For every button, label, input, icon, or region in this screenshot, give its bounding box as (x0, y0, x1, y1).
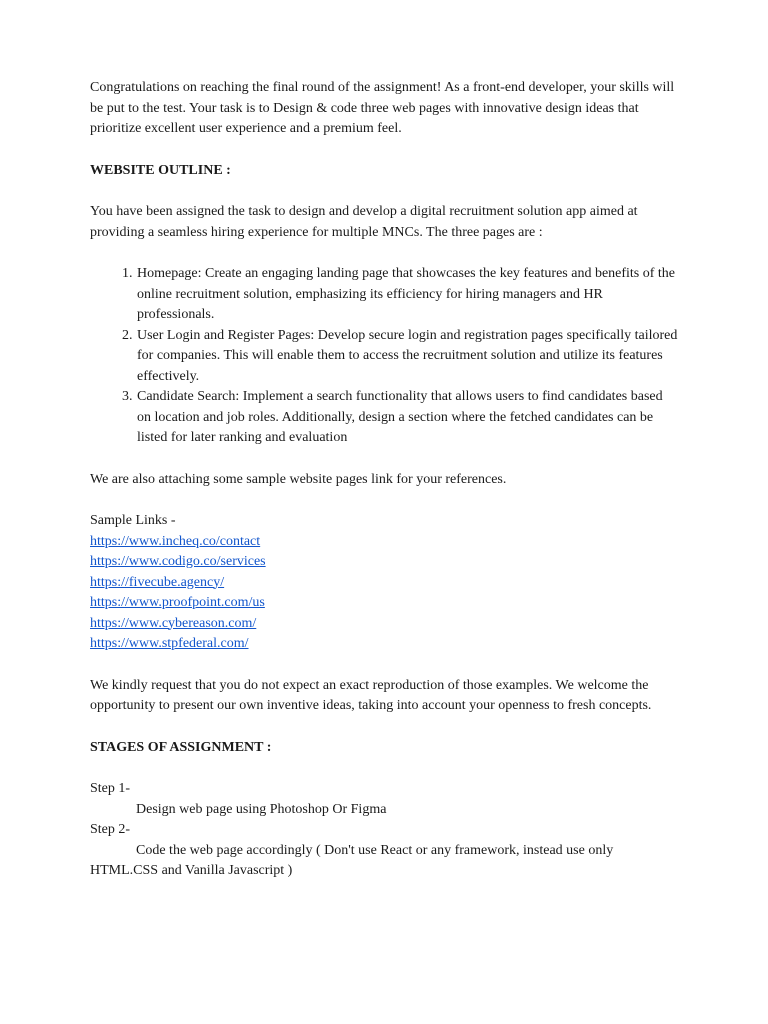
pages-list (90, 264, 680, 449)
list-item: 3. Candidate Search: Implement a search functionality that allows users to find candidates based on location and job roles. Additionally, design a section where the fetched candidates can be listed for later ranking and evaluation (136, 387, 680, 449)
stages-heading: STAGES OF ASSIGNMENT : (90, 739, 272, 755)
step-1-description: Design web page using Photoshop Or Figma (136, 801, 387, 817)
sample-link-codigo[interactable]: https://www.codigo.co/services (90, 554, 266, 569)
list-item: 2. User Login and Register Pages: Develop secure login and registration pages specifically tailored for companies. This will enable them to access the recruitment solution and utilize its features effectively. (136, 326, 680, 388)
website-outline-heading: WEBSITE OUTLINE : (90, 162, 231, 178)
sample-link-incheq[interactable]: https://www.incheq.co/contact (90, 533, 261, 549)
sample-links-list (90, 532, 680, 655)
sample-link-stpfederal[interactable]: https://www.stpfederal.com/ (90, 636, 249, 651)
intro-paragraph: Congratulations on reaching the final round of the assignment! As a front-end developer, your skills will be put to the test. Your task is to Design & code three web pages with innovative design ideas that prioritize excellent user experience and a premium feel. (90, 80, 675, 136)
list-item: 1. Homepage: Create an engaging landing page that showcases the key features and benefits of the online recruitment solution, emphasizing its efficiency for hiring managers and HR professionals. (136, 264, 680, 326)
outline-description: You have been assigned the task to design and develop a digital recruitment solution app aimed at providing a seamless hiring experience for multiple MNCs. The three pages are : (90, 204, 638, 240)
sample-link-proofpoint[interactable]: https://www.proofpoint.com/us (90, 595, 265, 610)
step-2-description: Code the web page accordingly ( Don't use React or any framework, instead use only HTML.CSS and Vanilla Javascript ) (90, 842, 614, 878)
sample-link-fivecube[interactable]: https://fivecube.agency/ (90, 574, 225, 590)
step-1-label: Step 1- (90, 781, 131, 796)
references-note: We are also attaching some sample website pages link for your references. (90, 471, 507, 487)
document-body (90, 78, 680, 882)
request-note: We kindly request that you do not expect an exact reproduction of those examples. We welcome the opportunity to present our own inventive ideas, taking into account your openness to fresh concepts. (90, 677, 652, 713)
sample-links-label: Sample Links - (90, 513, 176, 528)
sample-link-cybereason[interactable]: https://www.cybereason.com/ (90, 615, 257, 631)
step-2-label: Step 2- (90, 822, 131, 837)
